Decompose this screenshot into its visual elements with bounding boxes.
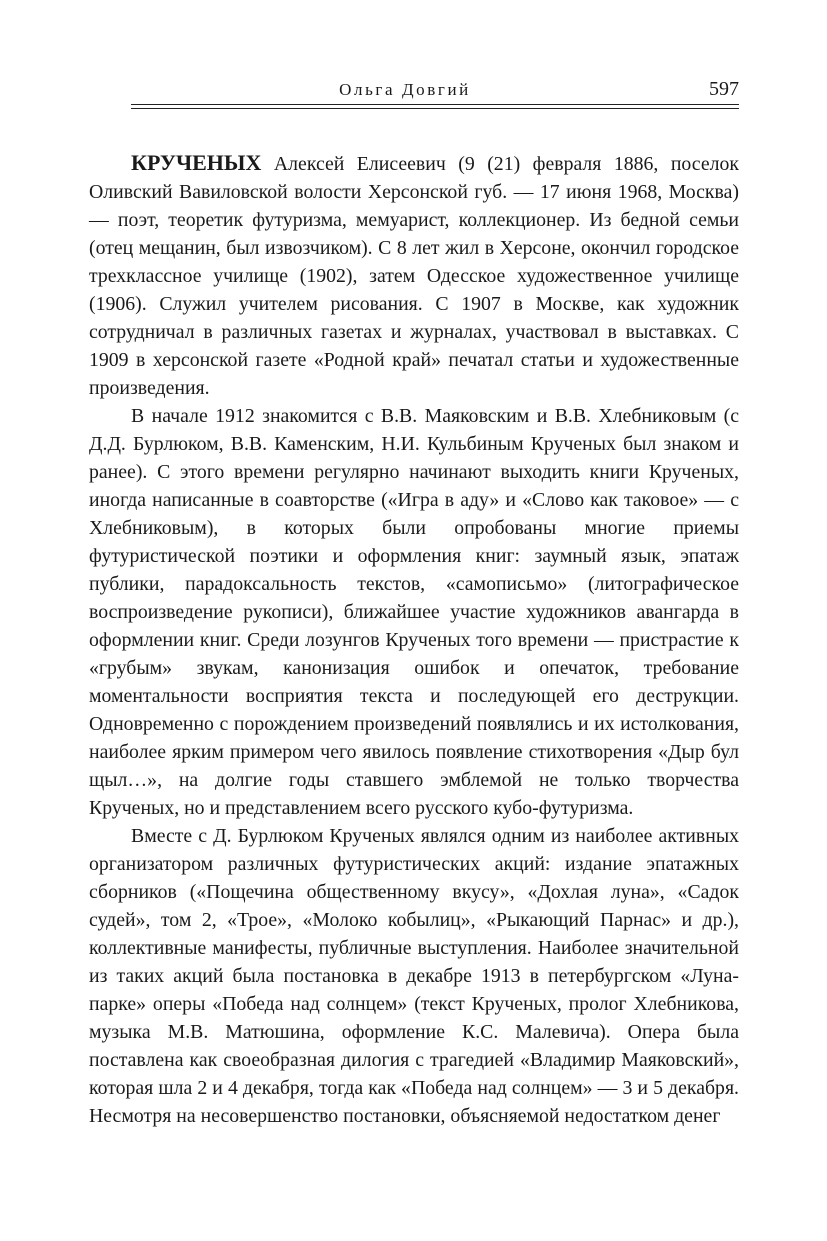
running-head: Ольга Довгий xyxy=(339,80,471,99)
paragraph-3: Вместе с Д. Бурлюком Крученых являлся одним из наиболее активных организатором различных футуристических акций: издание эпатажных сборников («Пощечина общественному вкусу», «Дохлая луна», «Садок судей», том 2, «Трое», «Молоко кобылиц», «Рыкающий Парнас» и др.), коллективные манифесты, публичные выступления. Наиболее значительной из таких акций была постановка в декабре 1913 в петербургском «Луна-парке» оперы «Победа над солнцем» (текст Крученых, пролог Хлебникова, музыка М.В. Матюшина, оформление К.С. Малевича). Опера была поставлена как своеобразная дилогия с трагедией «Владимир Маяковский», которая шла 2 и 4 декабря, тогда как «Победа над солнцем» — 3 и 5 декабря. Несмотря на несовершенство постановки, объясняемой недостатком денег xyxy=(89,825,739,1127)
headword: КРУЧЕНЫХ xyxy=(131,150,262,175)
page-number: 597 xyxy=(709,78,739,100)
header-rule xyxy=(131,104,739,105)
paragraph-1 xyxy=(89,149,739,402)
paragraph-2: В начале 1912 знакомится с В.В. Маяковским и В.В. Хлебниковым (с Д.Д. Бурлюком, В.В. Каменским, Н.И. Кульбиным Крученых был знаком и ранее). С этого времени регулярно начинают выходить книги Крученых, иногда написанные в соавторстве («Игра в аду» и «Слово как таковое» — с Хлебниковым), в которых были опробованы многие приемы футуристической поэтики и оформления книг: заумный язык, эпатаж публики, парадоксальность текстов, «самописьмо» (литографическое воспроизведение рукописи), ближайшее участие художников авангарда в оформлении книг. Среди лозунгов Крученых того времени — пристрастие к «грубым» звукам, канонизация ошибок и опечаток, требование моментальности восприятия текста и последующей его деструкции. Одновременно с порождением произведений появлялись и их истолкования, наиболее ярким примером чего явилось появление стихотворения «Дыр бул щыл…», на долгие годы ставшего эмблемой не только творчества Крученых, но и представлением всего русского кубо-футуризма. xyxy=(89,405,739,819)
page-header xyxy=(131,76,739,104)
paragraph-1-text: Алексей Елисеевич (9 (21) февраля 1886, поселок Оливский Вавиловской волости Херсонской губ. — 17 июня 1968, Москва) — поэт, теоретик футуризма, мемуарист, коллекционер. Из бедной семьи (отец мещанин, был извозчиком). С 8 лет жил в Херсоне, окончил городское трехклассное училище (1902), затем Одесское художественное училище (1906). Служил учителем рисования. С 1907 в Москве, как художник сотрудничал в различных газетах и журналах, участвовал в выставках. С 1909 в херсонской газете «Родной край» печатал статьи и художественные произведения. xyxy=(89,153,739,399)
article-body xyxy=(89,149,739,1130)
header-rule-thin xyxy=(131,108,739,109)
